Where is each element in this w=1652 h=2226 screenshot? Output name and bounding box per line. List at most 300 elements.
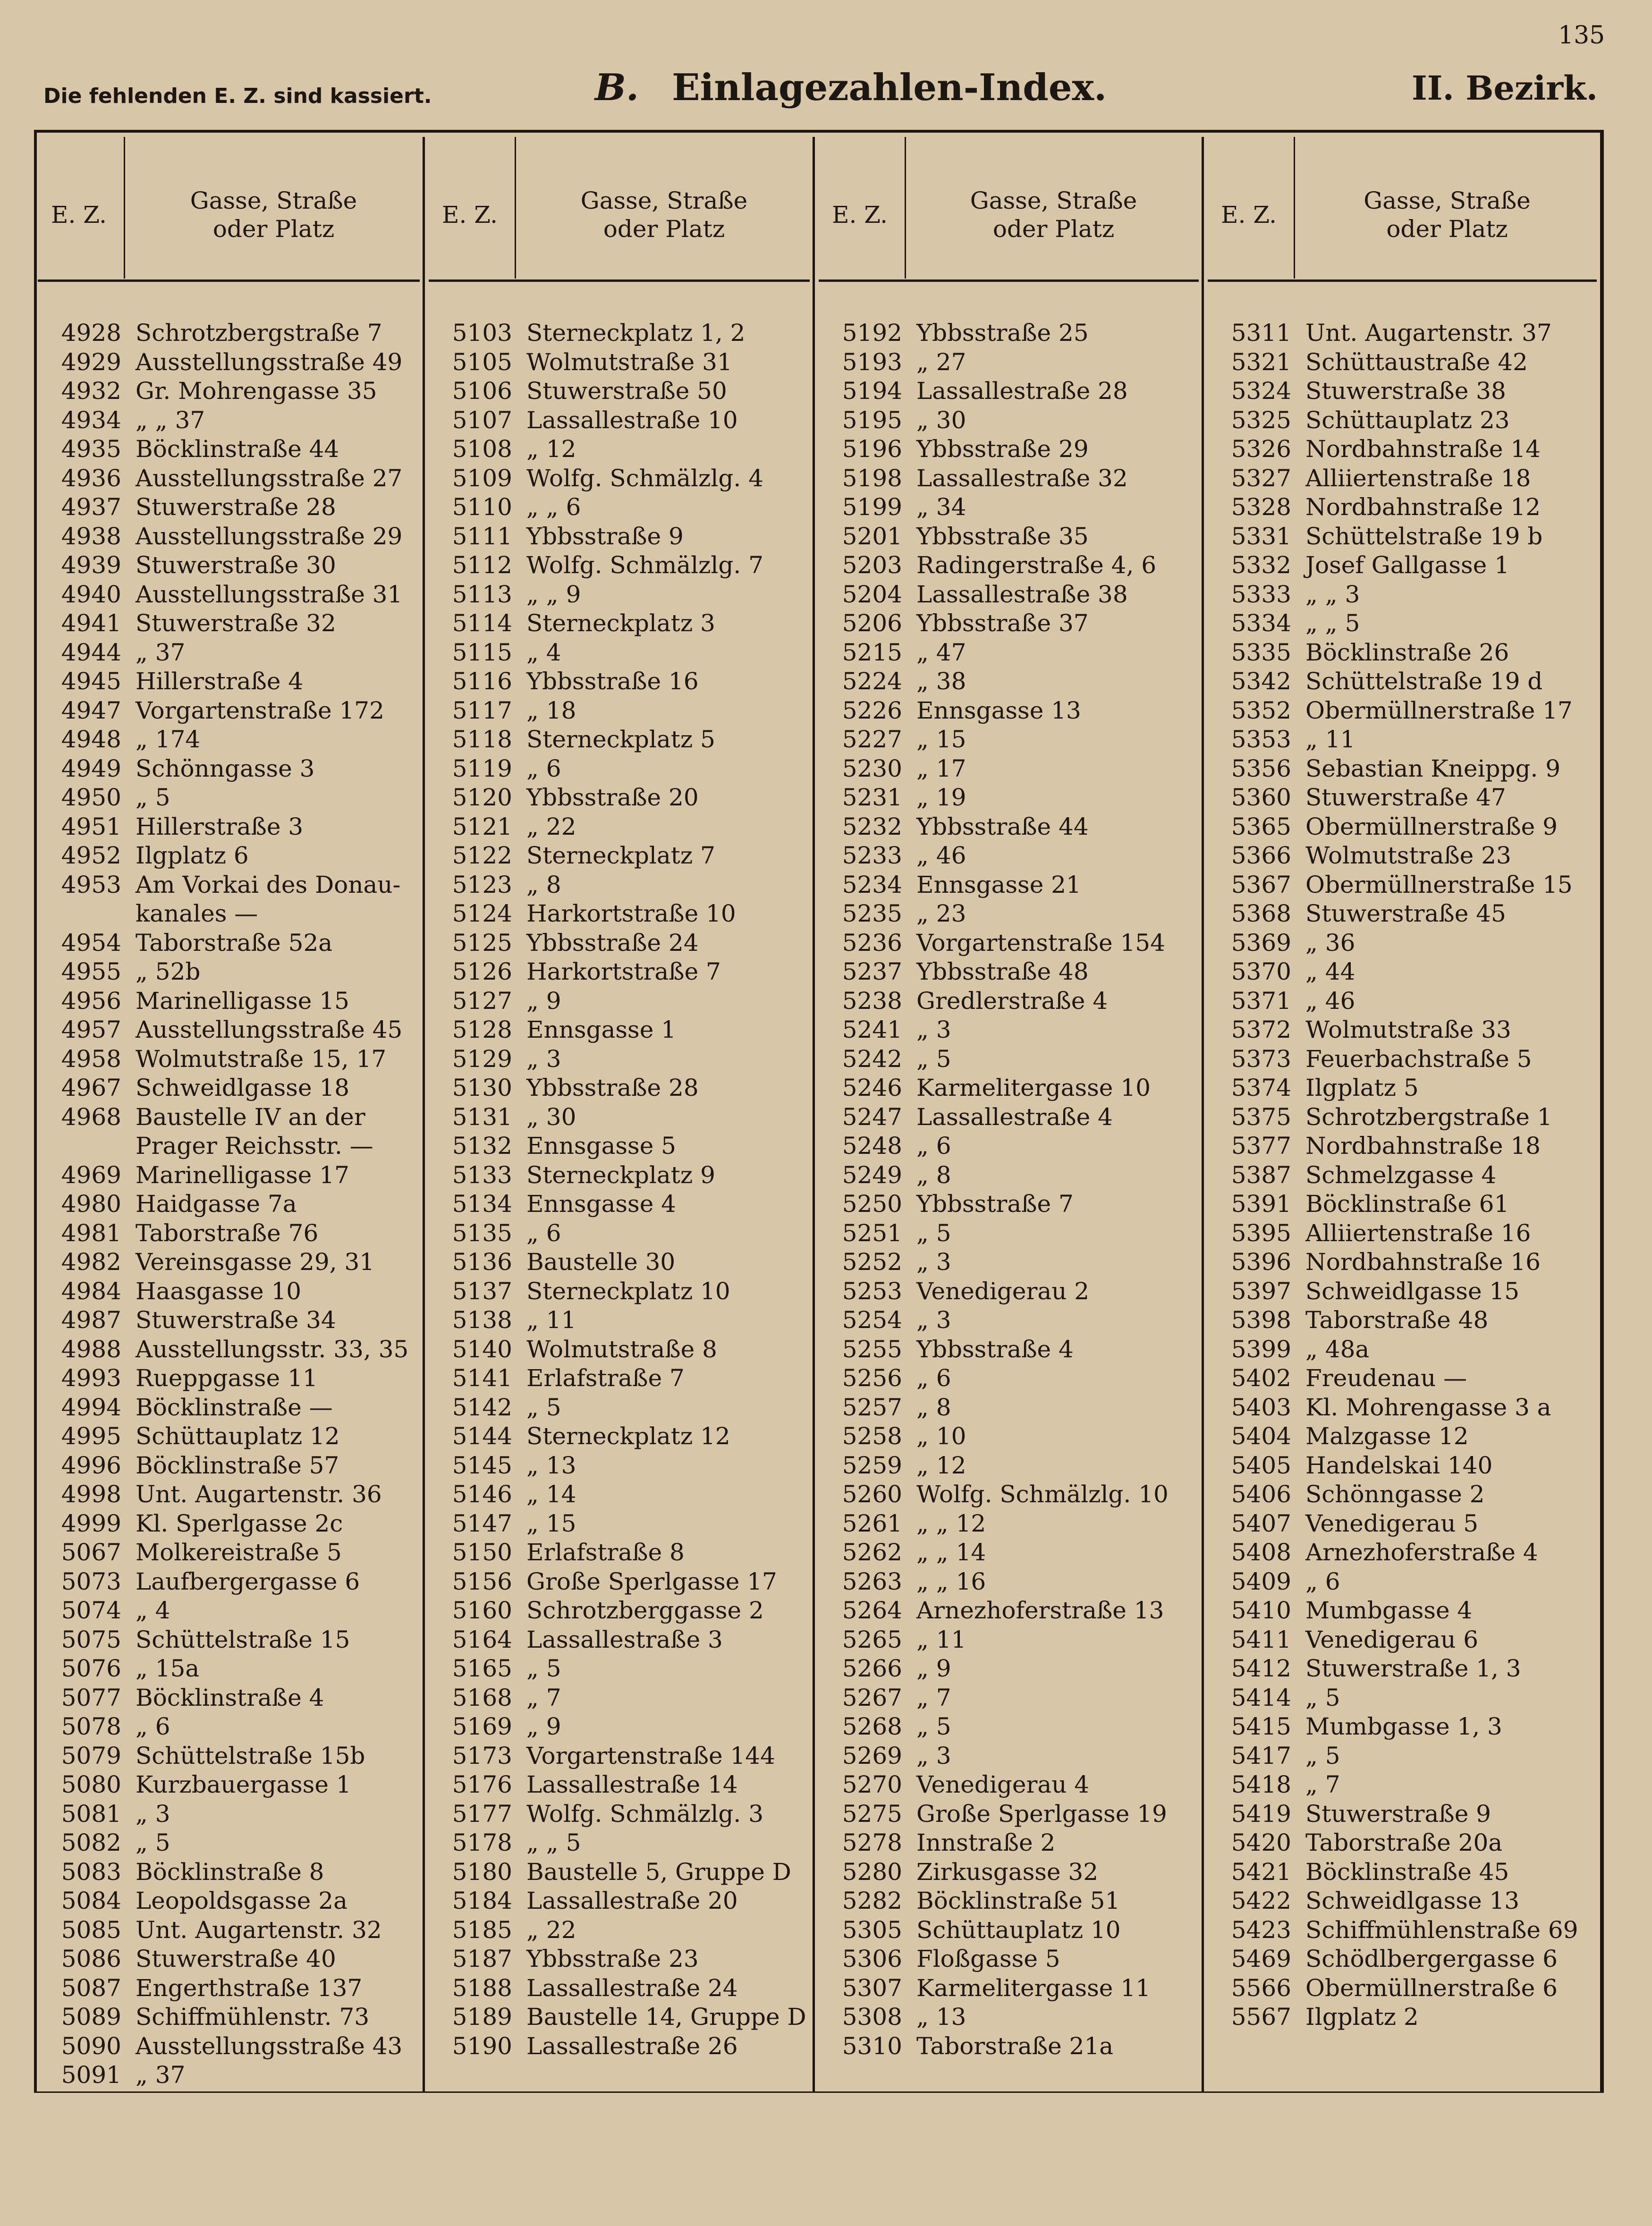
ez-number: 5204 [842, 580, 902, 608]
street-entry: Schüttauplatz 12 [136, 1422, 340, 1450]
street-entry: „ 7 [526, 1684, 561, 1711]
street-entry: Harkortstraße 7 [526, 958, 721, 985]
street-entry: „ 22 [526, 1916, 576, 1944]
ez-number: 5367 [1231, 871, 1291, 898]
ez-number: 4949 [61, 754, 121, 782]
header-rule [429, 279, 810, 282]
ez-number: 4957 [61, 1016, 121, 1043]
street-entry: „ 15 [916, 726, 966, 753]
street-entry: „ 27 [916, 348, 966, 376]
ez-number: 5126 [452, 958, 512, 985]
street-entry: Wolmutstraße 31 [526, 348, 732, 376]
ez-number: 5084 [61, 1887, 121, 1914]
street-entry: Wolmutstraße 23 [1305, 842, 1511, 869]
street-entry: Ybbsstraße 20 [526, 784, 699, 811]
street-entry: Ilgplatz 2 [1305, 2003, 1419, 2031]
ez-column-header: E. Z. [831, 201, 888, 229]
street-entry: „ 3 [916, 1742, 951, 1769]
ez-number: 5241 [842, 1016, 902, 1043]
street-entry: Lassallestraße 26 [526, 2032, 738, 2060]
ez-number: 5199 [842, 493, 902, 521]
ez-number: 5275 [842, 1800, 902, 1828]
ez-number: 5184 [452, 1887, 512, 1914]
ez-number: 5145 [452, 1451, 512, 1479]
street-entry: „ 11 [916, 1625, 966, 1653]
street-entry: „ „ 37 [136, 406, 205, 434]
ez-number: 5405 [1231, 1451, 1291, 1479]
street-entry: Gr. Mohrengasse 35 [136, 377, 377, 405]
ez-number: 5125 [452, 929, 512, 956]
street-entry: Sterneckplatz 7 [526, 842, 715, 869]
street-entry: Schrotzbergstraße 7 [136, 319, 382, 347]
street-entry: „ 5 [916, 1045, 951, 1073]
ez-number: 5395 [1231, 1219, 1291, 1247]
street-entry: Ybbsstraße 28 [526, 1074, 699, 1101]
ez-number: 5265 [842, 1625, 902, 1653]
street-entry: Schweidlgasse 15 [1305, 1277, 1520, 1305]
ez-number: 5252 [842, 1248, 902, 1276]
street-entry: Mumbgasse 1, 3 [1305, 1713, 1502, 1740]
ez-number: 5231 [842, 784, 902, 811]
street-entry: Wolmutstraße 33 [1305, 1016, 1511, 1043]
ez-number: 5421 [1231, 1858, 1291, 1886]
street-entry: Leopoldsgasse 2a [136, 1887, 347, 1914]
ez-number: 5113 [452, 580, 512, 608]
ez-number: 5333 [1231, 580, 1291, 608]
ez-number: 5073 [61, 1567, 121, 1595]
street-entry: Rueppgasse 11 [136, 1364, 318, 1392]
street-entry: „ 11 [526, 1306, 576, 1334]
street-entry: Nordbahnstraße 14 [1305, 435, 1541, 463]
street-entry: Marinelligasse 15 [136, 987, 349, 1015]
ez-number: 5121 [452, 813, 512, 840]
ez-number: 5268 [842, 1713, 902, 1740]
street-entry: „ 36 [1305, 929, 1355, 956]
street-entry: „ 46 [916, 842, 966, 869]
ez-number: 5118 [452, 726, 512, 753]
street-entry: „ 17 [916, 754, 966, 782]
ez-number: 5262 [842, 1539, 902, 1566]
street-entry: Gredlerstraße 4 [916, 987, 1108, 1015]
ez-number: 5253 [842, 1277, 902, 1305]
street-column-header [909, 186, 1198, 243]
ez-number: 5144 [452, 1422, 512, 1450]
ez-number: 5192 [842, 319, 902, 347]
street-entry: Arnezhoferstraße 4 [1305, 1539, 1538, 1566]
street-entry: „ 4 [526, 638, 561, 666]
street-entry: Stuwerstraße 28 [136, 493, 336, 521]
title-text: Einlagezahlen-Index. [672, 66, 1107, 109]
ez-number: 4988 [61, 1335, 121, 1363]
street-entry: „ 52b [136, 958, 201, 985]
street-entry: „ 8 [916, 1393, 951, 1421]
street-entry: Vorgartenstraße 154 [916, 929, 1165, 956]
ez-number: 5165 [452, 1655, 512, 1682]
street-entry: Schiffmühlenstr. 73 [136, 2003, 370, 2031]
street-entry: „ 37 [136, 2061, 186, 2089]
street-entry: Karmelitergasse 10 [916, 1074, 1151, 1101]
street-entry: Lassallestraße 32 [916, 464, 1128, 492]
ez-number: 4953 [61, 871, 121, 898]
ez-number: 4994 [61, 1393, 121, 1421]
section-letter: B. [595, 66, 639, 109]
ez-number: 5078 [61, 1713, 121, 1740]
ez-number: 5085 [61, 1916, 121, 1944]
street-entry: „ „ 5 [1305, 609, 1360, 637]
ez-number: 5087 [61, 1974, 121, 2002]
ez-number: 5235 [842, 900, 902, 927]
ez-number: 4954 [61, 929, 121, 956]
street-entry: Lassallestraße 10 [526, 406, 738, 434]
street-column-header [128, 186, 419, 243]
ez-number: 5368 [1231, 900, 1291, 927]
ez-number: 5124 [452, 900, 512, 927]
ez-number: 5164 [452, 1625, 512, 1653]
street-entry: Sterneckplatz 12 [526, 1422, 730, 1450]
street-entry: Taborstraße 48 [1305, 1306, 1489, 1334]
street-entry: Ybbsstraße 24 [526, 929, 699, 956]
ez-number: 5079 [61, 1742, 121, 1769]
street-entry: Vereinsgasse 29, 31 [136, 1248, 375, 1276]
header-inner-rule [124, 137, 125, 279]
street-entry: Lassallestraße 14 [526, 1771, 738, 1798]
ez-number: 5404 [1231, 1422, 1291, 1450]
ez-number: 5150 [452, 1539, 512, 1566]
street-entry: Schödlbergergasse 6 [1305, 1945, 1558, 1972]
ez-number: 5140 [452, 1335, 512, 1363]
ez-number: 5396 [1231, 1248, 1291, 1276]
street-entry: „ „ 6 [526, 493, 581, 521]
street-entry: „ 15 [526, 1509, 576, 1537]
ez-number: 5081 [61, 1800, 121, 1828]
street-entry: Böcklinstraße 26 [1305, 638, 1509, 666]
ez-number: 4932 [61, 377, 121, 405]
street-entry: Taborstraße 76 [136, 1219, 319, 1247]
ez-number: 5188 [452, 1974, 512, 2002]
street-entry: Böcklinstraße 8 [136, 1858, 324, 1886]
ez-number: 5409 [1231, 1567, 1291, 1595]
ez-number: 5407 [1231, 1509, 1291, 1537]
street-entry: Erlafstraße 8 [526, 1539, 685, 1566]
ez-number: 5109 [452, 464, 512, 492]
header-inner-rule [515, 137, 516, 279]
ez-number: 5418 [1231, 1771, 1291, 1798]
ez-number: 5147 [452, 1509, 512, 1537]
ez-number: 5308 [842, 2003, 902, 2031]
ez-number: 5371 [1231, 987, 1291, 1015]
street-entry: Venedigerau 6 [1305, 1625, 1479, 1653]
street-entry: „ 174 [136, 726, 201, 753]
ez-number: 5422 [1231, 1887, 1291, 1914]
street-entry: „ „ 9 [526, 580, 581, 608]
street-entry: Ybbsstraße 9 [526, 522, 684, 550]
street-entry: Böcklinstraße 44 [136, 435, 339, 463]
street-header-line2: oder Platz [1386, 215, 1508, 243]
street-entry: Sebastian Kneippg. 9 [1305, 754, 1561, 782]
street-entry: „ 11 [1305, 726, 1355, 753]
street-entry: Baustelle 30 [526, 1248, 676, 1276]
ez-number: 5307 [842, 1974, 902, 2002]
street-entry: „ 22 [526, 813, 576, 840]
ez-number: 4999 [61, 1509, 121, 1537]
street-entry: Arnezhoferstraße 13 [916, 1597, 1164, 1624]
street-entry: „ 6 [916, 1364, 951, 1392]
street-entry: „ 5 [526, 1393, 561, 1421]
ez-number: 5270 [842, 1771, 902, 1798]
street-entry: „ 6 [916, 1132, 951, 1160]
ez-number: 5193 [842, 348, 902, 376]
street-entry: Obermüllnerstraße 17 [1305, 696, 1573, 724]
street-entry: Erlafstraße 7 [526, 1364, 685, 1392]
ez-number: 5387 [1231, 1161, 1291, 1189]
ez-number: 5370 [1231, 958, 1291, 985]
ez-number: 5131 [452, 1103, 512, 1131]
street-entry: „ 18 [526, 696, 576, 724]
ez-number: 4937 [61, 493, 121, 521]
ez-number: 4982 [61, 1248, 121, 1276]
ez-number: 4980 [61, 1190, 121, 1218]
ez-number: 5168 [452, 1684, 512, 1711]
ez-number: 4998 [61, 1481, 121, 1508]
street-entry: kanales — [136, 900, 258, 927]
ez-number: 5372 [1231, 1016, 1291, 1043]
street-entry: Schüttelstraße 19 b [1305, 522, 1543, 550]
ez-number: 5180 [452, 1858, 512, 1886]
street-entry: Ybbsstraße 25 [916, 319, 1089, 347]
ez-number [39, 1132, 121, 1161]
street-entry: Schweidlgasse 18 [136, 1074, 350, 1101]
ez-number: 5178 [452, 1829, 512, 1856]
ez-number: 4935 [61, 435, 121, 463]
street-entry: „ 14 [526, 1481, 576, 1508]
ez-number: 5132 [452, 1132, 512, 1160]
street-header-line1: Gasse, Straße [1364, 187, 1531, 214]
street-entry: „ 8 [526, 871, 561, 898]
street-entry: Taborstraße 20a [1305, 1829, 1503, 1856]
ez-number: 5196 [842, 435, 902, 463]
street-entry: Schönngasse 2 [1305, 1481, 1485, 1508]
ez-number: 4969 [61, 1161, 121, 1189]
ez-number: 5177 [452, 1800, 512, 1828]
street-entry: Ausstellungsstraße 27 [136, 464, 403, 492]
ez-number: 5325 [1231, 406, 1291, 434]
ez-number: 5417 [1231, 1742, 1291, 1769]
ez-number: 5261 [842, 1509, 902, 1537]
ez-number: 5280 [842, 1858, 902, 1886]
street-entry: Schüttelstraße 15b [136, 1742, 365, 1769]
street-entry: „ 5 [1305, 1684, 1340, 1711]
street-entry: Kurzbauergasse 1 [136, 1771, 351, 1798]
street-entry: Ausstellungsstraße 45 [136, 1016, 403, 1043]
ez-number: 5360 [1231, 784, 1291, 811]
street-entry: „ 13 [916, 2003, 966, 2031]
ez-number: 5107 [452, 406, 512, 434]
header-inner-rule [905, 137, 906, 279]
street-entry: Schiffmühlenstraße 69 [1305, 1916, 1578, 1944]
street-entry: Ausstellungsstraße 29 [136, 522, 403, 550]
street-entry: Lassallestraße 20 [526, 1887, 738, 1914]
ez-number: 5260 [842, 1481, 902, 1508]
ez-number: 5264 [842, 1597, 902, 1624]
ez-number: 5130 [452, 1074, 512, 1101]
ez-number: 5190 [452, 2032, 512, 2060]
street-entry: „ 6 [526, 754, 561, 782]
ez-number: 5112 [452, 551, 512, 579]
ez-number: 5234 [842, 871, 902, 898]
street-entry: Schüttelstraße 19 d [1305, 668, 1543, 695]
street-entry: „ 5 [1305, 1742, 1340, 1769]
street-entry: „ 3 [136, 1800, 170, 1828]
street-entry: „ 5 [916, 1713, 951, 1740]
street-entry: „ „ 14 [916, 1539, 986, 1566]
street-entry: Wolfg. Schmälzlg. 7 [526, 551, 764, 579]
ez-number: 5256 [842, 1364, 902, 1392]
ez-number: 5369 [1231, 929, 1291, 956]
ez-number: 5105 [452, 348, 512, 376]
street-entry: Böcklinstraße — [136, 1393, 333, 1421]
ez-number: 5566 [1231, 1974, 1291, 2002]
ez-column [820, 319, 902, 2061]
street-entry: Malzgasse 12 [1305, 1422, 1469, 1450]
ez-number: 4945 [61, 668, 121, 695]
street-entry: Marinelligasse 17 [136, 1161, 349, 1189]
street-entry: Zirkusgasse 32 [916, 1858, 1099, 1886]
ez-number: 5203 [842, 551, 902, 579]
ez-number: 5353 [1231, 726, 1291, 753]
ez-number: 4993 [61, 1364, 121, 1392]
ez-number: 5332 [1231, 551, 1291, 579]
street-entry: Harkortstraße 10 [526, 900, 736, 927]
street-entry: „ 30 [916, 406, 966, 434]
street-entry: Sterneckplatz 10 [526, 1277, 730, 1305]
street-entry: „ 15a [136, 1655, 200, 1682]
street-entry: Ennsgasse 21 [916, 871, 1081, 898]
ez-number: 4955 [61, 958, 121, 985]
ez-number: 5305 [842, 1916, 902, 1944]
street-entry: Ennsgasse 1 [526, 1016, 676, 1043]
district-label: II. Bezirk. [1412, 68, 1598, 108]
street-entry: „ 30 [526, 1103, 576, 1131]
ez-number: 5189 [452, 2003, 512, 2031]
ez-number: 5114 [452, 609, 512, 637]
ez-number: 5201 [842, 522, 902, 550]
ez-column [39, 319, 121, 2091]
ez-number: 5091 [61, 2061, 121, 2089]
ez-number: 5415 [1231, 1713, 1291, 1740]
ez-number: 5136 [452, 1248, 512, 1276]
ez-number: 4958 [61, 1045, 121, 1073]
ez-number: 4984 [61, 1277, 121, 1305]
street-header-line1: Gasse, Straße [580, 187, 748, 214]
ez-number: 5391 [1231, 1190, 1291, 1218]
ez-number: 5408 [1231, 1539, 1291, 1566]
ez-number: 5266 [842, 1655, 902, 1682]
ez-number: 5255 [842, 1335, 902, 1363]
street-entry: Sterneckplatz 5 [526, 726, 715, 753]
street-entry: Ybbsstraße 29 [916, 435, 1089, 463]
ez-number: 5258 [842, 1422, 902, 1450]
street-column-header [519, 186, 809, 243]
ez-number: 5331 [1231, 522, 1291, 550]
ez-number: 4996 [61, 1451, 121, 1479]
street-entry: „ 9 [526, 1713, 561, 1740]
street-entry: Baustelle 14, Gruppe D [526, 2003, 806, 2031]
ez-number: 5399 [1231, 1335, 1291, 1363]
street-entry: Ybbsstraße 23 [526, 1945, 699, 1972]
ez-number: 5232 [842, 813, 902, 840]
ez-number: 5198 [842, 464, 902, 492]
street-entry: Baustelle IV an der [136, 1103, 365, 1131]
ez-number: 4929 [61, 348, 121, 376]
ez-number: 5403 [1231, 1393, 1291, 1421]
ez-number: 5082 [61, 1829, 121, 1856]
street-entry: Laufbergergasse 6 [136, 1567, 360, 1595]
street-entry: „ 37 [136, 638, 186, 666]
ez-number: 5267 [842, 1684, 902, 1711]
street-entry: Sterneckplatz 1, 2 [526, 319, 746, 347]
street-entry: Hillerstraße 3 [136, 813, 304, 840]
ez-number: 5254 [842, 1306, 902, 1334]
street-entry: Ennsgasse 4 [526, 1190, 676, 1218]
ez-number: 5120 [452, 784, 512, 811]
street-entry: Sterneckplatz 3 [526, 609, 715, 637]
street-entry: Böcklinstraße 45 [1305, 1858, 1509, 1886]
ez-number: 4934 [61, 406, 121, 434]
street-entry: Schrotzberggasse 2 [526, 1597, 764, 1624]
ez-number: 5230 [842, 754, 902, 782]
ez-number: 5215 [842, 638, 902, 666]
ez-number: 4940 [61, 580, 121, 608]
street-entry: Schüttauplatz 10 [916, 1916, 1121, 1944]
ez-number: 5233 [842, 842, 902, 869]
street-entry: „ 44 [1305, 958, 1355, 985]
street-entry: Karmelitergasse 11 [916, 1974, 1151, 2002]
street-entry: „ 46 [1305, 987, 1355, 1015]
street-entry: Nordbahnstraße 16 [1305, 1248, 1541, 1276]
street-entry: Stuwerstraße 40 [136, 1945, 336, 1972]
street-entry: Freudenau — [1305, 1364, 1467, 1392]
ez-number: 4968 [61, 1103, 121, 1131]
street-entry: Vorgartenstraße 172 [136, 696, 384, 724]
street-entry: „ 3 [916, 1248, 951, 1276]
ez-number: 4967 [61, 1074, 121, 1101]
ez-number [39, 900, 121, 929]
street-entry: „ 9 [916, 1655, 951, 1682]
ez-number: 5249 [842, 1161, 902, 1189]
ez-number: 5176 [452, 1771, 512, 1798]
street-entry: Große Sperlgasse 19 [916, 1800, 1167, 1828]
ez-number: 5263 [842, 1567, 902, 1595]
page-number: 135 [1558, 21, 1605, 50]
ez-number: 5076 [61, 1655, 121, 1682]
street-entry: Stuwerstraße 34 [136, 1306, 336, 1334]
street-entry: Alliiertenstraße 16 [1305, 1219, 1531, 1247]
street-header-line2: oder Platz [992, 215, 1115, 243]
ez-number: 5169 [452, 1713, 512, 1740]
ez-number: 5356 [1231, 754, 1291, 782]
ez-number: 5402 [1231, 1364, 1291, 1392]
ez-number: 5075 [61, 1625, 121, 1653]
ez-number: 5269 [842, 1742, 902, 1769]
street-entry: Böcklinstraße 57 [136, 1451, 339, 1479]
ez-number: 5141 [452, 1364, 512, 1392]
street-entry: Taborstraße 52a [136, 929, 333, 956]
ez-number: 4950 [61, 784, 121, 811]
ez-number: 5406 [1231, 1481, 1291, 1508]
ez-number: 5324 [1231, 377, 1291, 405]
ez-number: 5366 [1231, 842, 1291, 869]
street-entry: Ybbsstraße 35 [916, 522, 1089, 550]
